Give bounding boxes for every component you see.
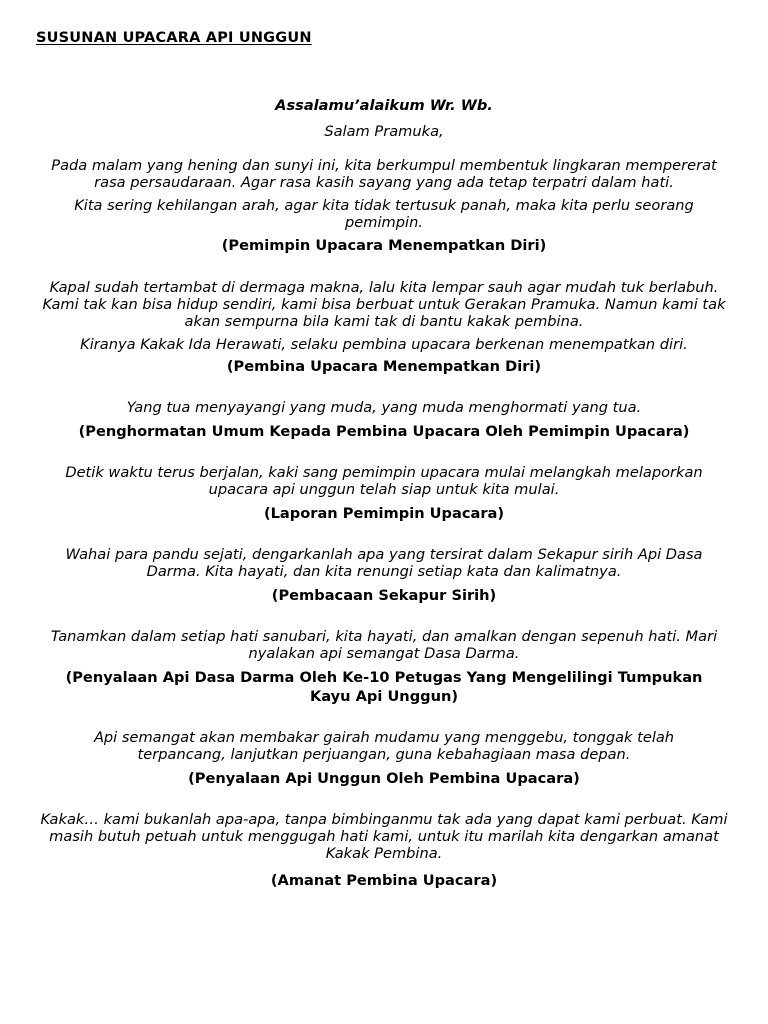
heading-pembacaan-sekapur-sirih: (Pembacaan Sekapur Sirih) [271, 587, 497, 604]
paragraph-8: Tanamkan dalam setiap hati sanubari, kita hayati, dan amalkan dengan sepenuh hati. Mari nyalakan api semangat Dasa Darma. [50, 628, 718, 662]
paragraph-10: Kakak… kami bukanlah apa-apa, tanpa bimbinganmu tak ada yang dapat kami perbuat. Kami masih butuh petuah untuk menggugah hati kami, untuk itu marilah kita dengarkan amanat Kakak Pembina. [40, 811, 728, 862]
paragraph-3: Kapal sudah tertambat di dermaga makna, lalu kita lempar sauh agar mudah tuk berlabuh. Kami tak kan bisa hidup sendiri, kami bisa berbuat untuk Gerakan Pramuka. Namun kami tak akan sempurna bila kami tak di bantu kakak pembina. [42, 279, 726, 330]
paragraph-5: Yang tua menyayangi yang muda, yang muda menghormati yang tua. [126, 399, 642, 416]
salam-pramuka: Salam Pramuka, [324, 123, 444, 140]
paragraph-1: Pada malam yang hening dan sunyi ini, kita berkumpul membentuk lingkaran mempererat rasa persaudaraan. Agar rasa kasih sayang yang ada tetap terpatri dalam hati. [51, 157, 717, 191]
paragraph-7: Wahai para pandu sejati, dengarkanlah apa yang tersirat dalam Sekapur sirih Api Dasa Darma. Kita hayati, dan kita renungi setiap kata dan kalimatnya. [65, 546, 703, 580]
document-title: SUSUNAN UPACARA API UNGGUN [36, 30, 312, 46]
paragraph-9: Api semangat akan membakar gairah mudamu yang menggebu, tonggak telah terpancang, lanjutkan perjuangan, guna kebahagiaan masa depan. [93, 729, 675, 763]
heading-penghormatan-umum: (Penghormatan Umum Kepada Pembina Upacara Oleh Pemimpin Upacara) [78, 423, 690, 440]
paragraph-2: Kita sering kehilangan arah, agar kita tidak tertusuk panah, maka kita perlu seorang pemimpin. [74, 197, 694, 231]
paragraph-6: Detik waktu terus berjalan, kaki sang pemimpin upacara mulai melangkah melaporkan upacara api unggun telah siap untuk kita mulai. [65, 464, 703, 498]
heading-penyalaan-api-unggun: (Penyalaan Api Unggun Oleh Pembina Upacara) [188, 770, 580, 787]
heading-penyalaan-api-dasa-darma: (Penyalaan Api Dasa Darma Oleh Ke-10 Petugas Yang Mengelilingi Tumpukan Kayu Api Unggun) [65, 669, 703, 705]
paragraph-4: Kiranya Kakak Ida Herawati, selaku pembina upacara berkenan menempatkan diri. [80, 336, 688, 353]
heading-amanat-pembina: (Amanat Pembina Upacara) [270, 872, 498, 889]
heading-pemimpin-menempatkan-diri: (Pemimpin Upacara Menempatkan Diri) [221, 237, 547, 254]
heading-pembina-menempatkan-diri: (Pembina Upacara Menempatkan Diri) [226, 358, 542, 375]
heading-laporan-pemimpin: (Laporan Pemimpin Upacara) [263, 505, 505, 522]
greeting: Assalamu’alaikum Wr. Wb. [275, 97, 493, 114]
document-body [38, 97, 730, 890]
